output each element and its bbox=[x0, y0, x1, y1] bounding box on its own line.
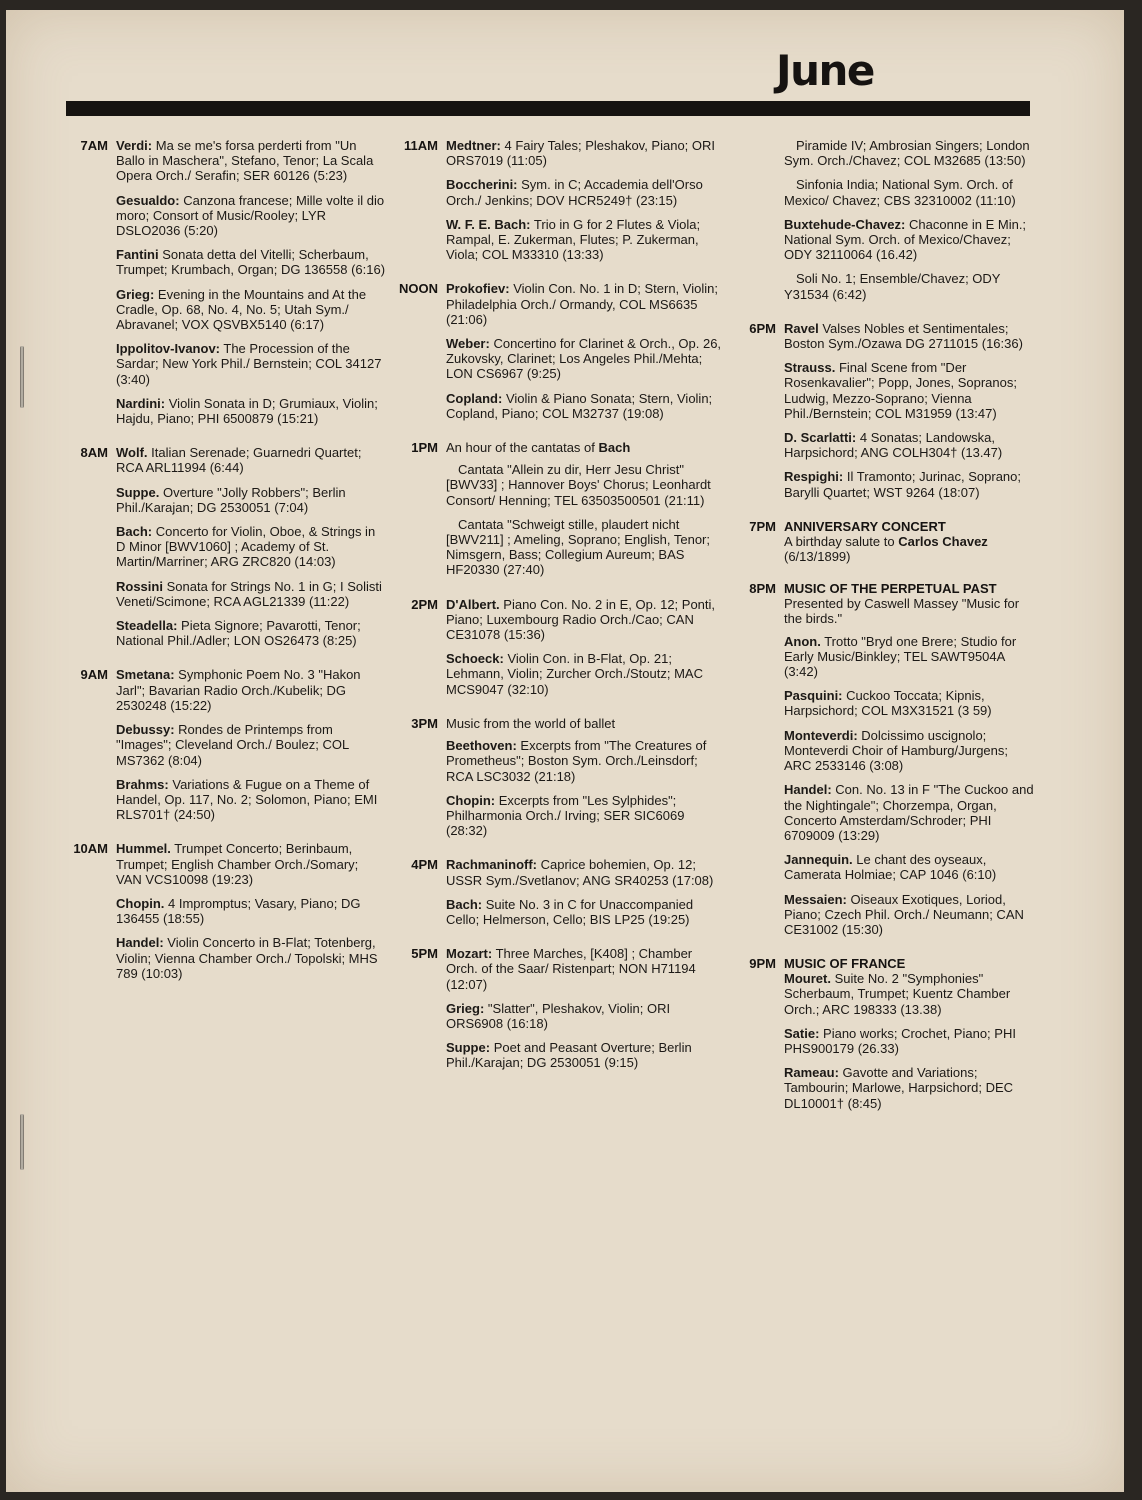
program-entry bbox=[116, 138, 386, 184]
time-slot bbox=[66, 138, 386, 435]
program-intro bbox=[446, 716, 724, 731]
work-details: Variations & Fugue on a Theme of Handel, Op. 117, No. 2; Solomon, Piano; EMI RLS701† (24:50) bbox=[116, 776, 378, 823]
program-entry bbox=[784, 782, 1036, 843]
composer-name: D'Albert. bbox=[446, 596, 500, 612]
slot-entries bbox=[784, 956, 1036, 1120]
time-label: 8PM bbox=[749, 581, 776, 597]
slot-entries bbox=[784, 519, 1036, 571]
time-slot bbox=[394, 597, 724, 706]
work-details: The Procession of the Sardar; New York Phil./ Bernstein; COL 34127 (3:40) bbox=[116, 341, 382, 387]
program-entry bbox=[116, 524, 386, 570]
composer-name: Gesualdo: bbox=[116, 192, 180, 208]
work-details: Caprice bohemien, Op. 12; USSR Sym./Svetlanov; ANG SR40253 (17:08) bbox=[446, 857, 714, 888]
time-slot bbox=[66, 445, 386, 657]
program-entry bbox=[784, 1065, 1036, 1111]
time-slot bbox=[736, 581, 1036, 946]
program-entry bbox=[446, 138, 724, 168]
work-details: 4 Impromptus; Vasary, Piano; DG 136455 (18:55) bbox=[116, 895, 361, 927]
work-details: Canzona francese; Mille volte il dio moro; Consort of Music/Rooley; LYR DSLO2036 (5:20) bbox=[116, 192, 385, 239]
slot-entries bbox=[116, 667, 386, 831]
time-label: 7AM bbox=[80, 138, 108, 153]
work-details: Cantata "Allein zu dir, Herr Jesu Christ" [BWV33] ; Hannover Boys' Chorus; Leonhardt Consort/ Henning; TEL 63503500501 (21:11) bbox=[446, 462, 711, 508]
program-entry bbox=[446, 217, 724, 263]
program-entry bbox=[446, 897, 724, 927]
program-entry bbox=[116, 935, 386, 981]
composer-name: Anon. bbox=[784, 633, 821, 649]
schedule-column-3 bbox=[736, 138, 1036, 1130]
program-intro bbox=[784, 596, 1036, 626]
program-entry bbox=[446, 597, 724, 643]
work-details: Piramide IV; Ambrosian Singers; London Sym. Orch./Chavez; COL M32685 (13:50) bbox=[784, 138, 1030, 169]
program-entry bbox=[784, 634, 1036, 680]
program-entry bbox=[446, 1040, 724, 1070]
composer-name: Rachmaninoff: bbox=[446, 857, 537, 873]
slot-entries bbox=[116, 445, 386, 657]
composer-name: Ippolitov-Ivanov: bbox=[116, 341, 220, 357]
program-entry bbox=[784, 321, 1036, 351]
composer-name: Mouret. bbox=[784, 971, 831, 987]
composer-name: Satie: bbox=[784, 1025, 820, 1041]
composer-name: Beethoven: bbox=[446, 738, 517, 754]
program-entry bbox=[116, 896, 386, 926]
time-slot bbox=[394, 281, 724, 430]
program-page bbox=[6, 10, 1124, 1492]
time-label: 6PM bbox=[749, 320, 776, 336]
work-details: Valses Nobles et Sentimentales; Boston Sym./Ozawa DG 2711015 (16:36) bbox=[784, 320, 1023, 352]
composer-name: Debussy: bbox=[116, 722, 175, 738]
time-label: 1PM bbox=[411, 440, 438, 456]
time-slot bbox=[394, 138, 724, 271]
work-details: Pieta Signore; Pavarotti, Tenor; National Phil./Adler; LON OS26473 (8:25) bbox=[116, 618, 361, 649]
program-entry bbox=[116, 193, 386, 239]
program-entry bbox=[116, 841, 386, 887]
program-entry bbox=[446, 857, 724, 887]
time-label: 9PM bbox=[749, 956, 776, 972]
slot-entries bbox=[446, 281, 724, 430]
slot-entries bbox=[446, 946, 724, 1079]
program-entry bbox=[446, 738, 724, 784]
program-entry bbox=[116, 618, 386, 648]
work-details: Cuckoo Toccata; Kipnis, Harpsichord; COL M3X31521 (3 59) bbox=[784, 688, 992, 719]
composer-name: Suppe: bbox=[446, 1040, 491, 1056]
work-details: Overture "Jolly Robbers"; Berlin Phil./Karajan; DG 2530051 (7:04) bbox=[116, 484, 346, 515]
time-label: 2PM bbox=[411, 596, 438, 612]
program-entry bbox=[784, 138, 1036, 168]
time-label: 3PM bbox=[411, 715, 438, 731]
work-details: Three Marches, [K408] ; Chamber Orch. of the Saar/ Ristenpart; NON H71194 (12:07) bbox=[446, 946, 696, 992]
work-details: Evening in the Mountains and At the Cradle, Op. 68, No. 4, No. 5; Utah Sym./ Abravanel; VOX QSVBX5140 (6:17) bbox=[116, 286, 367, 333]
composer-name: Bach: bbox=[446, 896, 483, 912]
program-entry bbox=[446, 1001, 724, 1031]
program-intro bbox=[446, 440, 724, 455]
composer-name: Buxtehude-Chavez: bbox=[784, 216, 906, 232]
composer-name: Strauss. bbox=[784, 360, 836, 376]
program-entry bbox=[784, 177, 1036, 207]
program-entry bbox=[446, 391, 724, 421]
composer-name: Medtner: bbox=[446, 138, 501, 153]
composer-name: Chopin: bbox=[446, 792, 496, 808]
time-label: 11AM bbox=[404, 138, 438, 153]
intro-highlight: Bach bbox=[598, 440, 631, 456]
work-details: Violin Concerto in B-Flat; Totenberg, Violin; Vienna Chamber Orch./ Topolski; MHS 789 (10:03) bbox=[116, 935, 378, 981]
program-entry bbox=[784, 688, 1036, 718]
composer-name: Steadella: bbox=[116, 618, 178, 634]
composer-name: Weber: bbox=[446, 336, 490, 352]
program-entry bbox=[784, 360, 1036, 421]
work-details: Con. No. 13 in F "The Cuckoo and the Nightingale"; Chorzempa, Organ, Concerto Amsterdam/Schroder; PHI 6709009 (13:29) bbox=[784, 782, 1034, 843]
composer-name: Fantini bbox=[116, 247, 159, 263]
time-slot bbox=[394, 716, 724, 847]
program-entry bbox=[446, 946, 724, 992]
slot-entries bbox=[784, 138, 1036, 311]
page-title: June bbox=[776, 46, 874, 95]
program-entry bbox=[446, 793, 724, 839]
program-entry bbox=[116, 667, 386, 713]
program-entry bbox=[784, 971, 1036, 1017]
intro-text: A birthday salute to bbox=[784, 533, 895, 549]
slot-entries bbox=[446, 716, 724, 847]
work-details: Oiseaux Exotiques, Loriod, Piano; Czech Phil. Orch./ Neumann; CAN CE31002 (15:30) bbox=[784, 891, 1024, 937]
program-entry bbox=[116, 396, 386, 426]
intro-text: Music from the world of ballet bbox=[446, 715, 616, 731]
composer-name: Schoeck: bbox=[446, 651, 504, 667]
program-entry bbox=[116, 485, 386, 515]
work-details: 4 Sonatas; Landowska, Harpsichord; ANG COLH304† (13.47) bbox=[784, 430, 1003, 461]
work-details: Sonata detta del Vitelli; Scherbaum, Trumpet; Krumbach, Organ; DG 136558 (6:16) bbox=[116, 247, 386, 278]
program-entry bbox=[446, 462, 724, 508]
composer-name: Rossini bbox=[116, 578, 163, 594]
composer-name: Verdi: bbox=[116, 138, 153, 153]
program-entry bbox=[446, 177, 724, 207]
work-details: Trumpet Concerto; Berinbaum, Trumpet; English Chamber Orch./Somary; VAN VCS10098 (19:23) bbox=[116, 841, 359, 887]
composer-name: Grieg: bbox=[446, 1000, 485, 1016]
composer-name: Copland: bbox=[446, 390, 503, 406]
work-details: Violin Con. No. 1 in D; Stern, Violin; Philadelphia Orch./ Ormandy, COL MS6635 (21:06) bbox=[446, 281, 718, 327]
work-details: Ma se me's forsa perderti from "Un Ballo in Maschera", Stefano, Tenor; La Scala Opera Orch./ Serafin; SER 60126 (5:23) bbox=[116, 138, 374, 184]
program-heading: MUSIC OF THE PERPETUAL PAST bbox=[784, 581, 997, 597]
work-details: Le chant des oyseaux, Camerata Holmiae; CAP 1046 (6:10) bbox=[784, 852, 997, 883]
time-label: 7PM bbox=[749, 518, 776, 534]
composer-name: Hummel. bbox=[116, 841, 171, 857]
composer-name: Prokofiev: bbox=[446, 281, 510, 297]
time-slot bbox=[736, 321, 1036, 509]
work-details: Poet and Peasant Overture; Berlin Phil./Karajan; DG 2530051 (9:15) bbox=[446, 1040, 692, 1071]
composer-name: Boccherini: bbox=[446, 177, 518, 193]
work-details: Concertino for Clarinet & Orch., Op. 26, Zukovsky, Clarinet; Los Angeles Phil./Mehta; LON CS6967 (9:25) bbox=[446, 336, 722, 382]
work-details: Excerpts from "The Creatures of Prometheus"; Boston Sym. Orch./Leinsdorf; RCA LSC3032 (21:18) bbox=[446, 738, 707, 784]
work-details: Final Scene from "Der Rosenkavalier"; Popp, Jones, Sopranos; Ludwig, Mezzo-Soprano; Vienna Phil./Bernstein; COL M31959 (13:47) bbox=[784, 360, 1017, 421]
slot-entries bbox=[116, 138, 386, 435]
work-details: Soli No. 1; Ensemble/Chavez; ODY Y31534 (6:42) bbox=[784, 271, 1001, 302]
work-details: Violin & Piano Sonata; Stern, Violin; Copland, Piano; COL M32737 (19:08) bbox=[446, 390, 713, 421]
work-details: Concerto for Violin, Oboe, & Strings in D Minor [BWV1060] ; Academy of St. Martin/Marriner; ARG ZRC820 (14:03) bbox=[116, 524, 376, 570]
intro-text: Presented by Caswell Massey "Music for the birds." bbox=[784, 596, 1020, 627]
work-details: Violin Sonata in D; Grumiaux, Violin; Hajdu, Piano; PHI 6500879 (15:21) bbox=[116, 395, 378, 427]
program-entry bbox=[784, 852, 1036, 882]
schedule-column-2 bbox=[394, 138, 724, 1090]
slot-entries bbox=[784, 581, 1036, 946]
work-details: Rondes de Printemps from "Images"; Cleveland Orch./ Boulez; COL MS7362 (8:04) bbox=[116, 722, 349, 768]
composer-name: Mozart: bbox=[446, 946, 493, 962]
composer-name: Suppe. bbox=[116, 484, 160, 500]
work-details: Cantata "Schweigt stille, plaudert nicht [BWV211] ; Ameling, Soprano; English, Tenor; Nimsgern, Bass; Collegium Aureum; BAS HF20330 (27:40) bbox=[446, 516, 710, 578]
program-entry bbox=[116, 341, 386, 387]
composer-name: Handel: bbox=[784, 782, 832, 798]
program-entry bbox=[116, 247, 386, 277]
work-details: Suite No. 2 "Symphonies" Scherbaum, Trumpet; Kuentz Chamber Orch.; ARC 198333 (13.38) bbox=[784, 971, 1011, 1017]
composer-name: Bach: bbox=[116, 524, 153, 540]
program-entry bbox=[116, 579, 386, 609]
program-entry bbox=[446, 651, 724, 697]
work-details: 4 Fairy Tales; Pleshakov, Piano; ORI ORS7019 (11:05) bbox=[446, 138, 716, 169]
work-details: Il Tramonto; Jurinac, Soprano; Barylli Quartet; WST 9264 (18:07) bbox=[784, 469, 1022, 500]
work-details: Trotto "Bryd one Brere; Studio for Early Music/Binkley; TEL SAWT9504A (3:42) bbox=[784, 633, 1017, 680]
program-entry bbox=[116, 722, 386, 768]
time-slot bbox=[394, 946, 724, 1079]
program-entry bbox=[784, 469, 1036, 499]
staple bbox=[20, 346, 24, 408]
time-label: 9AM bbox=[80, 667, 108, 683]
work-details: "Slatter", Pleshakov, Violin; ORI ORS6908 (16:18) bbox=[446, 1000, 671, 1031]
schedule-column-1 bbox=[66, 138, 386, 1000]
program-entry bbox=[116, 777, 386, 823]
composer-name: Chopin. bbox=[116, 895, 165, 911]
program-heading: MUSIC OF FRANCE bbox=[784, 956, 906, 972]
work-details: Chaconne in E Min.; National Sym. Orch. of Mexico/Chavez; ODY 32110064 (16.42) bbox=[784, 216, 1027, 263]
time-label: 10AM bbox=[73, 841, 108, 857]
composer-name: Messaien: bbox=[784, 891, 847, 907]
work-details: Excerpts from "Les Sylphides"; Philharmonia Orch./ Irving; SER SIC6069 (28:32) bbox=[446, 792, 685, 839]
composer-name: Jannequin. bbox=[784, 852, 853, 868]
work-details: Dolcissimo uscignolo; Monteverdi Choir of Hamburg/Jurgens; ARC 2533146 (3:08) bbox=[784, 727, 1008, 774]
time-slot bbox=[736, 956, 1036, 1120]
composer-name: Smetana: bbox=[116, 667, 175, 683]
composer-name: Monteverdi: bbox=[784, 727, 858, 743]
program-entry bbox=[116, 287, 386, 333]
time-slot bbox=[736, 138, 1036, 311]
composer-name: Grieg: bbox=[116, 286, 155, 302]
composer-name: Pasquini: bbox=[784, 688, 843, 704]
slot-entries bbox=[446, 440, 724, 587]
time-slot bbox=[394, 857, 724, 936]
program-entry bbox=[446, 336, 724, 382]
work-details: Sym. in C; Accademia dell'Orso Orch./ Jenkins; DOV HCR5249† (23:15) bbox=[446, 177, 703, 208]
composer-name: Brahms: bbox=[116, 776, 169, 792]
time-label: 8AM bbox=[80, 445, 108, 461]
slot-entries bbox=[784, 321, 1036, 509]
program-entry bbox=[784, 271, 1036, 301]
program-entry bbox=[784, 892, 1036, 938]
program-entry bbox=[446, 517, 724, 578]
composer-name: Handel: bbox=[116, 935, 164, 951]
work-details: Trio in G for 2 Flutes & Viola; Rampal, E. Zukerman, Flutes; P. Zukerman, Viola; COL M33310 (13:33) bbox=[446, 216, 701, 263]
composer-name: Wolf. bbox=[116, 445, 148, 461]
intro-tail: (6/13/1899) bbox=[784, 549, 851, 565]
composer-name: Nardini: bbox=[116, 395, 166, 411]
work-details: Symphonic Poem No. 3 "Hakon Jarl"; Bavarian Radio Orch./Kubelik; DG 2530248 (15:22) bbox=[116, 667, 361, 713]
staple bbox=[20, 1114, 24, 1170]
program-entry bbox=[446, 281, 724, 327]
slot-entries bbox=[446, 597, 724, 706]
time-label: NOON bbox=[399, 281, 438, 297]
time-label bbox=[736, 138, 784, 311]
time-slot bbox=[66, 667, 386, 831]
work-details: Piano Con. No. 2 in E, Op. 12; Ponti, Piano; Luxembourg Radio Orch./Cao; CAN CE31078 (15:36) bbox=[446, 596, 716, 643]
intro-text: An hour of the cantatas of bbox=[446, 440, 595, 456]
program-entry bbox=[116, 445, 386, 475]
work-details: Sonata for Strings No. 1 in G; I Solisti Veneti/Scimone; RCA AGL21339 (11:22) bbox=[116, 578, 382, 609]
composer-name: Rameau: bbox=[784, 1065, 839, 1081]
time-slot bbox=[394, 440, 724, 587]
program-entry bbox=[784, 430, 1036, 460]
slot-entries bbox=[116, 841, 386, 990]
work-details: Suite No. 3 in C for Unaccompanied Cello; Helmerson, Cello; BIS LP25 (19:25) bbox=[446, 896, 694, 927]
program-entry bbox=[784, 217, 1036, 263]
time-slot bbox=[736, 519, 1036, 571]
composer-name: Ravel bbox=[784, 320, 819, 336]
header-rule bbox=[66, 101, 1030, 116]
slot-entries bbox=[446, 138, 724, 271]
work-details: Sinfonia India; National Sym. Orch. of Mexico/ Chavez; CBS 32310002 (11:10) bbox=[784, 177, 1016, 208]
time-label: 5PM bbox=[411, 946, 438, 962]
program-intro bbox=[784, 534, 1036, 564]
program-entry bbox=[784, 728, 1036, 774]
work-details: Italian Serenade; Guarnedri Quartet; RCA ARL11994 (6:44) bbox=[116, 445, 362, 476]
time-label: 4PM bbox=[411, 857, 438, 873]
intro-highlight: Carlos Chavez bbox=[898, 533, 988, 549]
work-details: Piano works; Crochet, Piano; PHI PHS900179 (26.33) bbox=[784, 1025, 1016, 1056]
composer-name: W. F. E. Bach: bbox=[446, 216, 531, 232]
work-details: Gavotte and Variations; Tambourin; Marlowe, Harpsichord; DEC DL10001† (8:45) bbox=[784, 1065, 1014, 1111]
composer-name: D. Scarlatti: bbox=[784, 430, 857, 446]
time-slot bbox=[66, 841, 386, 990]
slot-entries bbox=[446, 857, 724, 936]
work-details: Violin Con. in B-Flat, Op. 21; Lehmann, Violin; Zurcher Orch./Stoutz; MAC MCS9047 (32:10) bbox=[446, 651, 703, 697]
composer-name: Respighi: bbox=[784, 469, 844, 485]
program-heading: ANNIVERSARY CONCERT bbox=[784, 518, 946, 534]
program-entry bbox=[784, 1026, 1036, 1056]
